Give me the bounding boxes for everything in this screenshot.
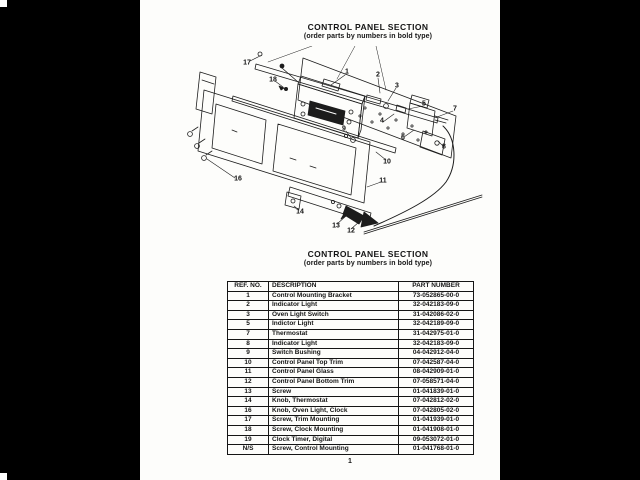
ref-no-cell: 1	[228, 291, 269, 301]
table-row	[228, 320, 474, 330]
catalog-page	[140, 0, 500, 480]
description-cell: Screw, Control Mounting	[269, 445, 399, 455]
header-description: DESCRIPTION	[269, 282, 399, 292]
table-row	[228, 301, 474, 311]
part-number-cell: 08-042909-01-0	[399, 368, 474, 378]
description-cell: Screw	[269, 387, 399, 397]
description-cell: Switch Bushing	[269, 349, 399, 359]
diagram-callout-16: 16	[234, 175, 242, 183]
table-row	[228, 387, 474, 397]
description-cell: Control Panel Bottom Trim	[269, 377, 399, 387]
part-number-cell: 01-041908-01-0	[399, 425, 474, 435]
description-cell: Control Panel Top Trim	[269, 358, 399, 368]
diagram-callout-13: 13	[332, 222, 340, 230]
parts-table	[227, 281, 474, 455]
diagram-callout-7: 7	[453, 105, 457, 113]
part-number-cell: 07-042805-02-0	[399, 406, 474, 416]
diagram-callout-4: 4	[380, 117, 384, 125]
diagram-callout-10: 10	[383, 158, 391, 166]
diagram-callout-6: 6	[401, 134, 405, 142]
table-row	[228, 397, 474, 407]
ref-no-cell: N/S	[228, 445, 269, 455]
description-cell: Screw, Trim Mounting	[269, 416, 399, 426]
ref-no-cell: 12	[228, 377, 269, 387]
ref-no-cell: 16	[228, 406, 269, 416]
scan-corner-notch	[0, 473, 7, 480]
diagram-callout-12: 12	[347, 227, 355, 235]
table-row	[228, 310, 474, 320]
table-row	[228, 349, 474, 359]
diagram-callout-2: 2	[376, 71, 380, 79]
part-number-cell: 31-042975-01-0	[399, 329, 474, 339]
ref-no-cell: 19	[228, 435, 269, 445]
page-title: CONTROL PANEL SECTION	[307, 22, 429, 32]
table-subtitle: (order parts by numbers in bold type)	[303, 259, 433, 267]
table-row	[228, 291, 474, 301]
description-cell: Indictor Light	[269, 320, 399, 330]
description-cell: Oven Light Switch	[269, 310, 399, 320]
table-row	[228, 339, 474, 349]
ref-no-cell: 10	[228, 358, 269, 368]
diagram-callout-5: 5	[422, 100, 426, 108]
part-number-cell: 01-041768-01-0	[399, 445, 474, 455]
part-number-cell: 07-042587-04-0	[399, 358, 474, 368]
part-number-cell: 31-042086-02-0	[399, 310, 474, 320]
ref-no-cell: 8	[228, 339, 269, 349]
table-title: CONTROL PANEL SECTION	[307, 249, 429, 259]
diagram-callout-1: 1	[345, 68, 349, 76]
table-row	[228, 406, 474, 416]
part-number-cell: 01-041939-01-0	[399, 416, 474, 426]
part-number-cell: 01-041839-01-0	[399, 387, 474, 397]
ref-no-cell: 18	[228, 425, 269, 435]
ref-no-cell: 3	[228, 310, 269, 320]
diagram-callout-3: 3	[395, 82, 399, 90]
description-cell: Control Panel Glass	[269, 368, 399, 378]
diagram-callout-18: 18	[269, 76, 277, 84]
table-row	[228, 425, 474, 435]
part-number-cell: 32-042183-09-0	[399, 339, 474, 349]
page-number: 1	[348, 458, 352, 465]
part-number-cell: 32-042189-09-0	[399, 320, 474, 330]
table-row	[228, 329, 474, 339]
diagram-callout-layer	[140, 46, 500, 248]
description-cell: Control Mounting Bracket	[269, 291, 399, 301]
ref-no-cell: 13	[228, 387, 269, 397]
diagram-callout-9: 9	[342, 125, 346, 133]
ref-no-cell: 2	[228, 301, 269, 311]
description-cell: Clock Timer, Digital	[269, 435, 399, 445]
description-cell: Knob, Oven Light, Clock	[269, 406, 399, 416]
ref-no-cell: 17	[228, 416, 269, 426]
ref-no-cell: 9	[228, 349, 269, 359]
part-number-cell: 73-052865-00-0	[399, 291, 474, 301]
table-row	[228, 445, 474, 455]
header-part-number: PART NUMBER	[399, 282, 474, 292]
description-cell: Thermostat	[269, 329, 399, 339]
description-cell: Indicator Light	[269, 301, 399, 311]
scan-corner-notch	[0, 0, 7, 7]
table-header-row	[228, 282, 474, 292]
diagram-title-block	[236, 22, 500, 41]
diagram-callout-8: 8	[442, 143, 446, 151]
description-cell: Knob, Thermostat	[269, 397, 399, 407]
diagram-callout-17: 17	[243, 59, 251, 67]
exploded-view-diagram	[140, 46, 500, 248]
part-number-cell: 07-042812-02-0	[399, 397, 474, 407]
table-row	[228, 377, 474, 387]
part-number-cell: 07-058571-04-0	[399, 377, 474, 387]
table-row	[228, 358, 474, 368]
header-ref-no: REF. NO.	[228, 282, 269, 292]
table-title-block	[236, 249, 500, 268]
table-row	[228, 368, 474, 378]
diagram-callout-14: 14	[296, 208, 304, 216]
diagram-callout-11: 11	[379, 177, 387, 185]
ref-no-cell: 7	[228, 329, 269, 339]
ref-no-cell: 5	[228, 320, 269, 330]
part-number-cell: 09-053072-01-0	[399, 435, 474, 445]
description-cell: Screw, Clock Mounting	[269, 425, 399, 435]
part-number-cell: 04-042912-04-0	[399, 349, 474, 359]
ref-no-cell: 14	[228, 397, 269, 407]
description-cell: Indicator Light	[269, 339, 399, 349]
page-subtitle: (order parts by numbers in bold type)	[303, 32, 433, 40]
table-row	[228, 435, 474, 445]
part-number-cell: 32-042183-09-0	[399, 301, 474, 311]
table-row	[228, 416, 474, 426]
ref-no-cell: 11	[228, 368, 269, 378]
